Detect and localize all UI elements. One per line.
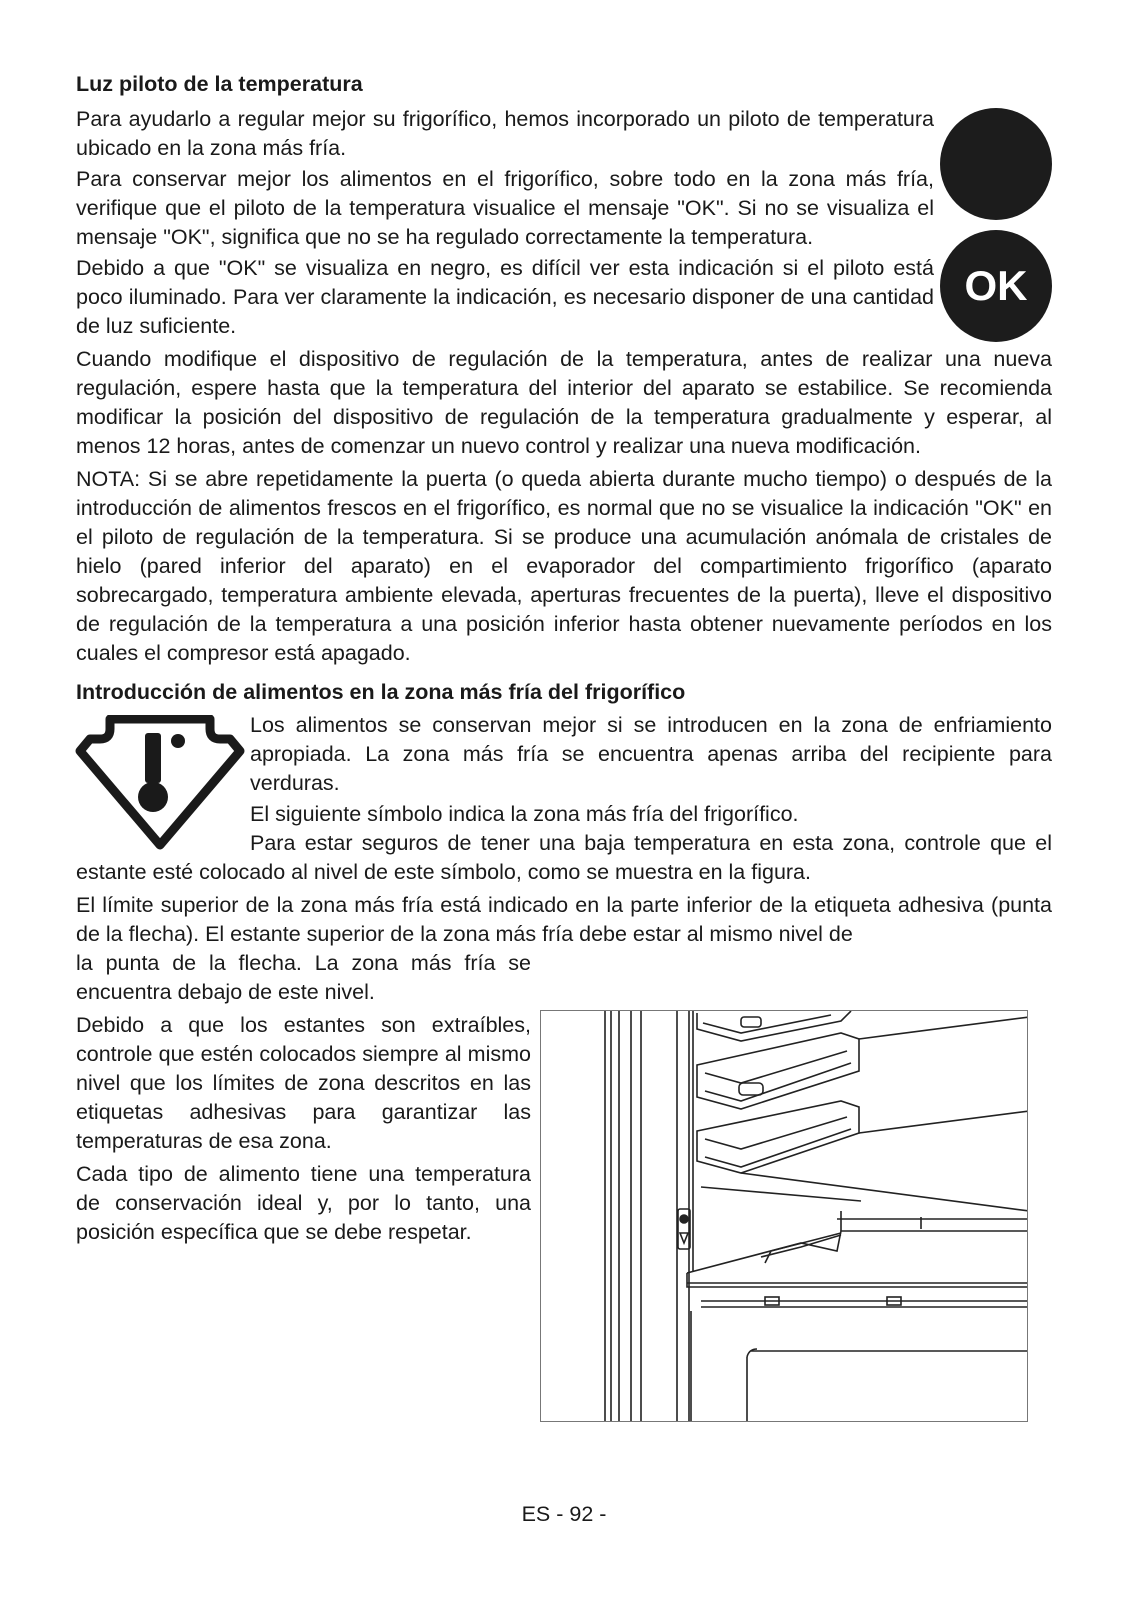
page-number: ES - 92 - — [521, 1502, 607, 1526]
section-title: Luz piloto de la temperatura — [76, 72, 363, 96]
paragraph: El límite superior de la zona más fría está indicado en la parte inferior de la etiqueta adhesiva (punta de la flecha). El estante superior de la zona más fría debe estar al mismo nivel de — [76, 893, 1052, 946]
paragraph: El siguiente símbolo indica la zona más fría del frigorífico. — [250, 802, 799, 826]
temperature-indicator-section — [76, 70, 1052, 341]
paragraph: Debido a que los estantes son extraíbles, controle que estén colocados siempre al mismo nivel que los límites de zona descritos en las etiquetas adhesivas para garantizar las temperaturas de esa zona. — [76, 1013, 531, 1153]
coldest-zone-intro — [76, 711, 1052, 887]
paragraph: Los alimentos se conservan mejor si se introducen en la zona de enfriamiento apropiada. La zona más fría se encuentra apenas arriba del recipiente para verduras. — [250, 713, 1052, 795]
adjustment-notes — [76, 345, 1052, 668]
paragraph: Para ayudarlo a regular mejor su frigorífico, hemos incorporado un piloto de temperatura ubicado en la zona más fría. — [76, 107, 934, 160]
paragraph: Cuando modifique el dispositivo de regulación de la temperatura, antes de realizar una nueva regulación, espere hasta que la temperatura del interior del aparato se estabilice. Se recomienda modificar la posición del dispositivo de regulación de la temperatura gradualmente y esperar, al menos 12 horas, antes de comenzar un nuevo control y realizar una nueva modificación. — [76, 347, 1052, 458]
fridge-interior-figure — [540, 1010, 1028, 1422]
paragraph: la punta de la flecha. La zona más fría se encuentra debajo de este nivel. — [76, 951, 531, 1004]
paragraph: Para estar seguros de tener una baja temperatura en esta zona, controle que el estante esté colocado al nivel de este símbolo, como se muestra en la figura. — [76, 831, 1052, 884]
paragraph: Debido a que "OK" se visualiza en negro, es difícil ver esta indicación si el piloto está poco iluminado. Para ver claramente la indicación, es necesario disponer de una cantidad de luz suficiente. — [76, 256, 934, 338]
section-title: Introducción de alimentos en la zona más fría del frigorífico — [76, 680, 686, 704]
paragraph: NOTA: Si se abre repetidamente la puerta (o queda abierta durante mucho tiempo) o después de la introducción de alimentos frescos en el frigorífico, es normal que no se visualice la indicación "OK" en el piloto de regulación de la temperatura. Si se produce una acumulación anómala de cristales de hielo (pared inferior del aparato) en el evaporador del compartimiento frigorífico (aparato sobrecargado, temperatura ambiente elevada, aperturas frecuentes de la puerta), lleve el dispositivo de regulación de la temperatura a una posición inferior hasta obtener nuevamente períodos en los cuales el compresor está apagado. — [76, 467, 1052, 665]
indicator-ok-circle — [940, 230, 1052, 342]
temperature-indicator-illustration — [940, 108, 1052, 342]
ok-label: OK — [964, 262, 1028, 309]
fridge-shelves-drawing — [541, 1011, 1028, 1422]
paragraph: Cada tipo de alimento tiene una temperatura de conservación ideal y, por lo tanto, una posición específica que se debe respetar. — [76, 1162, 531, 1244]
coldest-zone-icon — [74, 715, 246, 851]
paragraph: Para conservar mejor los alimentos en el frigorífico, sobre todo en la zona más fría, verifique que el piloto de la temperatura visualice el mensaje "OK". Si no se visualiza el mensaje "OK", significa que no se ha regulado correctamente la temperatura. — [76, 167, 934, 249]
section-text — [76, 105, 934, 341]
left-column — [76, 949, 531, 1247]
manual-page — [76, 70, 1052, 1247]
indicator-dark-circle — [940, 108, 1052, 220]
